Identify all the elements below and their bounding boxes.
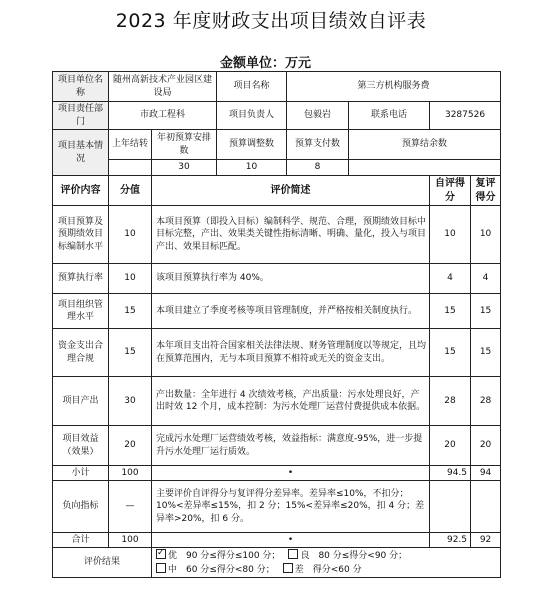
row-self-score: 10: [430, 206, 471, 264]
total-self-score: 92.5: [430, 533, 471, 548]
total-points: 100: [109, 533, 152, 548]
result-option-fair[interactable]: 中 60 分≤得分<80 分；: [156, 563, 275, 576]
row-description: 产出数量：全年进行 4 次绩效考核，产出质量：污水处理良好，产出时效 12 个月，成本控制：为污水处理厂运营付费提供成本依据。: [152, 377, 430, 426]
row-points: 15: [109, 329, 152, 377]
owner-value: 包毅岩: [287, 102, 349, 130]
result-option-good[interactable]: 良 80 分≤得分<90 分；: [288, 549, 407, 562]
subtotal-points: 100: [109, 466, 152, 481]
row-points: 10: [109, 206, 152, 264]
result-option-poor[interactable]: 差 得分<60 分: [283, 563, 362, 576]
row-content: 项目组织管理水平: [53, 294, 109, 329]
budget-value-balance: [349, 160, 501, 176]
result-label: 评价结果: [53, 548, 152, 578]
result-option-excellent[interactable]: ✓优 90 分≤得分≤100 分；: [156, 549, 280, 562]
subtotal-self-score: 94.5: [430, 466, 471, 481]
subtotal-review-score: 94: [471, 466, 501, 481]
negative-points: —: [109, 481, 152, 533]
row-self-score: 28: [430, 377, 471, 426]
negative-row: [53, 481, 501, 533]
budget-header-initial: 年初预算安排数: [152, 130, 217, 160]
row-content: 预算执行率: [53, 264, 109, 294]
table-row: [53, 264, 501, 294]
row-review-score: 15: [471, 294, 501, 329]
row-description: 该项目预算执行率为 40%。: [152, 264, 430, 294]
row-content: 项目效益（效果）: [53, 426, 109, 466]
row-description: 完成污水处理厂运营绩效考核，效益指标：满意度-95%，进一步提升污水处理厂运行质效。: [152, 426, 430, 466]
row-points: 15: [109, 294, 152, 329]
budget-header-balance: 预算结余数: [349, 130, 501, 160]
checkbox-icon[interactable]: [156, 563, 166, 573]
row-description: 本年项目支出符合国家相关法律法规、财务管理制度以等规定，且均在预算范围内，无与本项目预算不相符或无关的资金支出。: [152, 329, 430, 377]
row-review-score: 15: [471, 329, 501, 377]
budget-header-paid: 预算支付数: [287, 130, 349, 160]
result-options: [152, 548, 501, 578]
page-title: 2023 年度财政支出项目绩效自评表: [115, 10, 427, 32]
budget-value-adjust: 10: [217, 160, 287, 176]
table-row: [53, 294, 501, 329]
row-content: 项目产出: [53, 377, 109, 426]
phone-value: 3287526: [430, 102, 501, 130]
header-points: 分值: [109, 176, 152, 206]
row-content: 资金支出合理合规: [53, 329, 109, 377]
total-row: [53, 533, 501, 548]
header-review-score: 复评得分: [471, 176, 501, 206]
header-description: 评价简述: [152, 176, 430, 206]
header-content: 评价内容: [53, 176, 109, 206]
row-points: 30: [109, 377, 152, 426]
negative-review-score: [471, 481, 501, 533]
row-review-score: 20: [471, 426, 501, 466]
total-mark: •: [152, 533, 430, 548]
row-self-score: 15: [430, 294, 471, 329]
row-description: 本项目建立了季度考核等项目管理制度，并严格按相关制度执行。: [152, 294, 430, 329]
row-description: 本项目预算（即投入目标）编制科学、规范、合理，预期绩效目标中目标完整，产出、效果类关键性指标清晰、明确、量化，投入与项目产出、效果目标匹配。: [152, 206, 430, 264]
row-points: 20: [109, 426, 152, 466]
total-review-score: 92: [471, 533, 501, 548]
row-points: 10: [109, 264, 152, 294]
unit-name-label: 项目单位名称: [53, 72, 109, 102]
row-review-score: 10: [471, 206, 501, 264]
checkbox-icon[interactable]: [156, 549, 166, 559]
owner-label: 项目负责人: [217, 102, 287, 130]
checkbox-icon[interactable]: [283, 563, 293, 573]
subtotal-row: [53, 466, 501, 481]
negative-label: 负向指标: [53, 481, 109, 533]
total-label: 合计: [53, 533, 109, 548]
subtotal-label: 小计: [53, 466, 109, 481]
row-self-score: 15: [430, 329, 471, 377]
phone-label: 联系电话: [349, 102, 430, 130]
subtotal-mark: •: [152, 466, 430, 481]
negative-description: 主要评价自评得分与复评得分差异率。差异率≤10%，不扣分；10%<差异率≤15%，扣 2 分；15%<差异率≤20%，扣 4 分；差异率>20%，扣 6 分。: [152, 481, 430, 533]
project-name-label: 项目名称: [217, 72, 287, 102]
result-row: [53, 548, 501, 578]
row-review-score: 4: [471, 264, 501, 294]
budget-header-adjust: 预算调整数: [217, 130, 287, 160]
row-content: 项目预算及预期绩效目标编制水平: [53, 206, 109, 264]
evaluation-table: [52, 71, 501, 578]
checkbox-icon[interactable]: [288, 549, 298, 559]
negative-self-score: [430, 481, 471, 533]
dept-value: 市政工程科: [109, 102, 217, 130]
budget-header-carryover: 上年结转: [109, 130, 152, 160]
budget-value-paid: 8: [287, 160, 349, 176]
table-row: [53, 426, 501, 466]
header-self-score: 自评得分: [430, 176, 471, 206]
table-row: [53, 206, 501, 264]
budget-value-initial: 30: [152, 160, 217, 176]
table-row: [53, 377, 501, 426]
dept-label: 项目责任部门: [53, 102, 109, 130]
table-row: [53, 329, 501, 377]
amount-unit: 金额单位：万元: [220, 56, 312, 71]
unit-name-value: 随州高新技术产业园区建设局: [109, 72, 217, 102]
row-self-score: 4: [430, 264, 471, 294]
row-self-score: 20: [430, 426, 471, 466]
project-name-value: 第三方机构服务费: [287, 72, 501, 102]
budget-value-carryover: [109, 160, 152, 176]
budget-label: 项目基本情况: [53, 130, 109, 176]
row-review-score: 28: [471, 377, 501, 426]
